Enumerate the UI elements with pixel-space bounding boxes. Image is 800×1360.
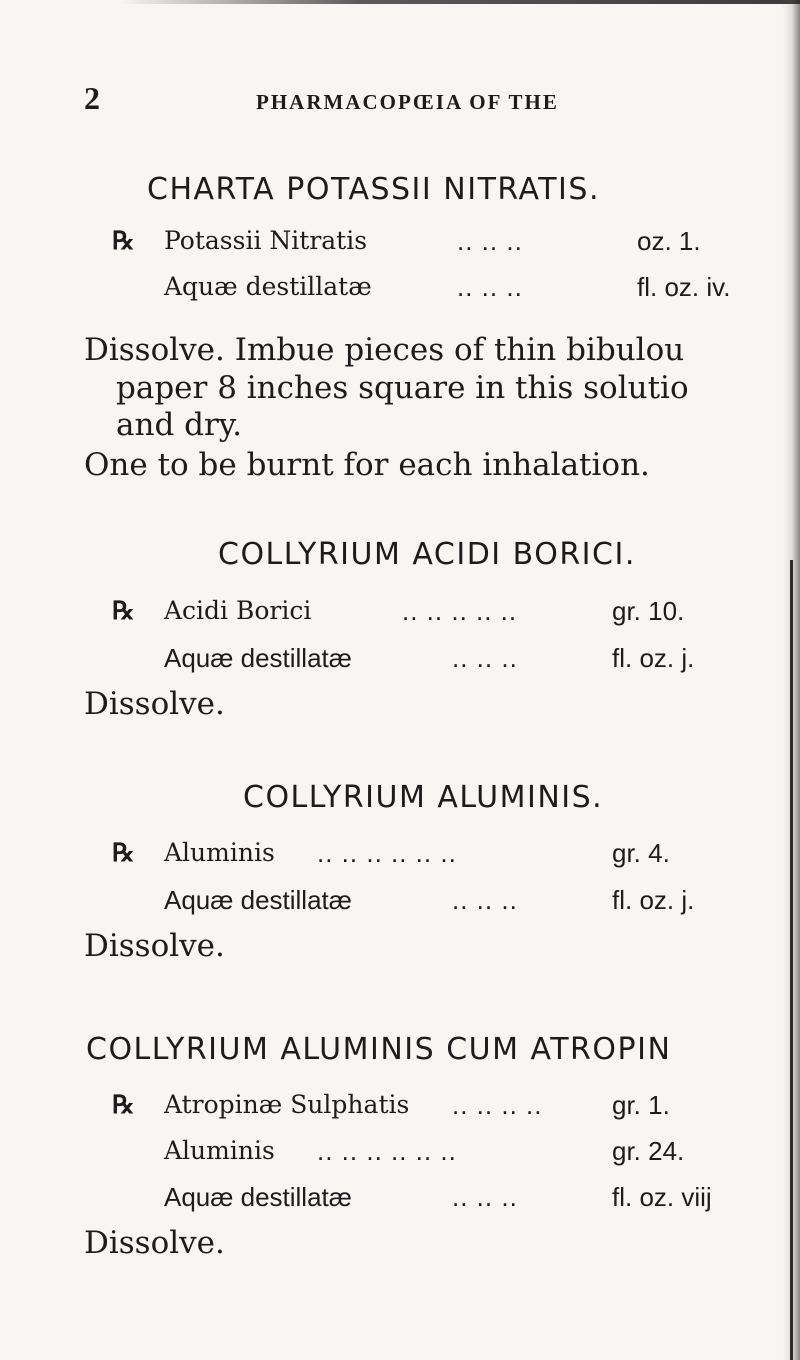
ingredient-row	[112, 1136, 772, 1176]
ingredient-row	[112, 226, 772, 266]
instruction-line: Dissolve.	[84, 686, 225, 722]
instruction-line: Dissolve. Imbue pieces of thin bibulou	[84, 332, 685, 368]
section-title: COLLYRIUM ALUMINIS CUM ATROPIN	[86, 1032, 672, 1067]
ingredient-dose: gr. 1.	[612, 1090, 670, 1120]
recipe-symbol: ℞	[112, 838, 135, 867]
instruction-line: paper 8 inches square in this solutio	[116, 370, 689, 406]
recipe-symbol: ℞	[112, 596, 135, 625]
ingredient-dose: gr. 4.	[612, 838, 670, 868]
ingredient-name: Potassii Nitratis	[164, 226, 368, 255]
instruction-line: and dry.	[116, 407, 243, 443]
page-number: 2	[84, 80, 100, 116]
ingredient-dose: fl. oz. j.	[612, 643, 695, 673]
ingredient-row	[112, 1182, 772, 1222]
leader-dots: .. .. ..	[452, 643, 518, 673]
leader-dots: .. .. .. .. .. ..	[317, 1136, 457, 1166]
ingredient-row	[112, 596, 772, 636]
scan-top-rule	[120, 0, 800, 4]
ingredient-dose: gr. 24.	[612, 1136, 685, 1166]
running-head	[84, 80, 784, 120]
section-title: COLLYRIUM ALUMINIS.	[243, 780, 604, 815]
instruction-line: Dissolve.	[84, 928, 225, 964]
ingredient-name: Atropinæ Sulphatis	[164, 1090, 410, 1119]
leader-dots: .. .. ..	[457, 272, 523, 302]
leader-dots: .. .. .. .. .. ..	[317, 838, 457, 868]
leader-dots: .. .. .. ..	[452, 1090, 543, 1120]
ingredient-dose: fl. oz. j.	[612, 885, 695, 915]
ingredient-dose: oz. 1.	[637, 226, 701, 256]
leader-dots: .. .. ..	[457, 226, 523, 256]
ingredient-row	[112, 1090, 772, 1130]
instruction-line: Dissolve.	[84, 1225, 225, 1261]
ingredient-name: Aluminis	[164, 838, 275, 867]
recipe-symbol: ℞	[112, 1090, 135, 1119]
recipe-symbol: ℞	[112, 226, 135, 255]
leader-dots: .. .. ..	[452, 885, 518, 915]
ingredient-row	[112, 885, 772, 925]
ingredient-dose: fl. oz. iv.	[637, 272, 731, 302]
ingredient-name: Aluminis	[164, 1136, 275, 1165]
running-head-title: PHARMACOPŒIA OF THE	[256, 90, 559, 114]
ingredient-row	[112, 838, 772, 878]
section-title: CHARTA POTASSII NITRATIS.	[147, 172, 600, 207]
ingredient-name: Aquæ destillatæ	[164, 885, 352, 915]
ingredient-name: Aquæ destillatæ	[164, 272, 372, 301]
ingredient-dose: fl. oz. viij	[612, 1182, 712, 1212]
ingredient-dose: gr. 10.	[612, 596, 685, 626]
leader-dots: .. .. .. .. ..	[402, 596, 518, 626]
instruction-line: One to be burnt for each inhalation.	[84, 447, 650, 483]
ingredient-name: Aquæ destillatæ	[164, 1182, 352, 1212]
leader-dots: .. .. ..	[452, 1182, 518, 1212]
section-title: COLLYRIUM ACIDI BORICI.	[218, 537, 636, 572]
ingredient-row	[112, 272, 772, 312]
ingredient-name: Aquæ destillatæ	[164, 643, 352, 673]
ingredient-row	[112, 643, 772, 683]
scan-edge-line	[790, 560, 793, 1360]
ingredient-name: Acidi Borici	[164, 596, 312, 625]
